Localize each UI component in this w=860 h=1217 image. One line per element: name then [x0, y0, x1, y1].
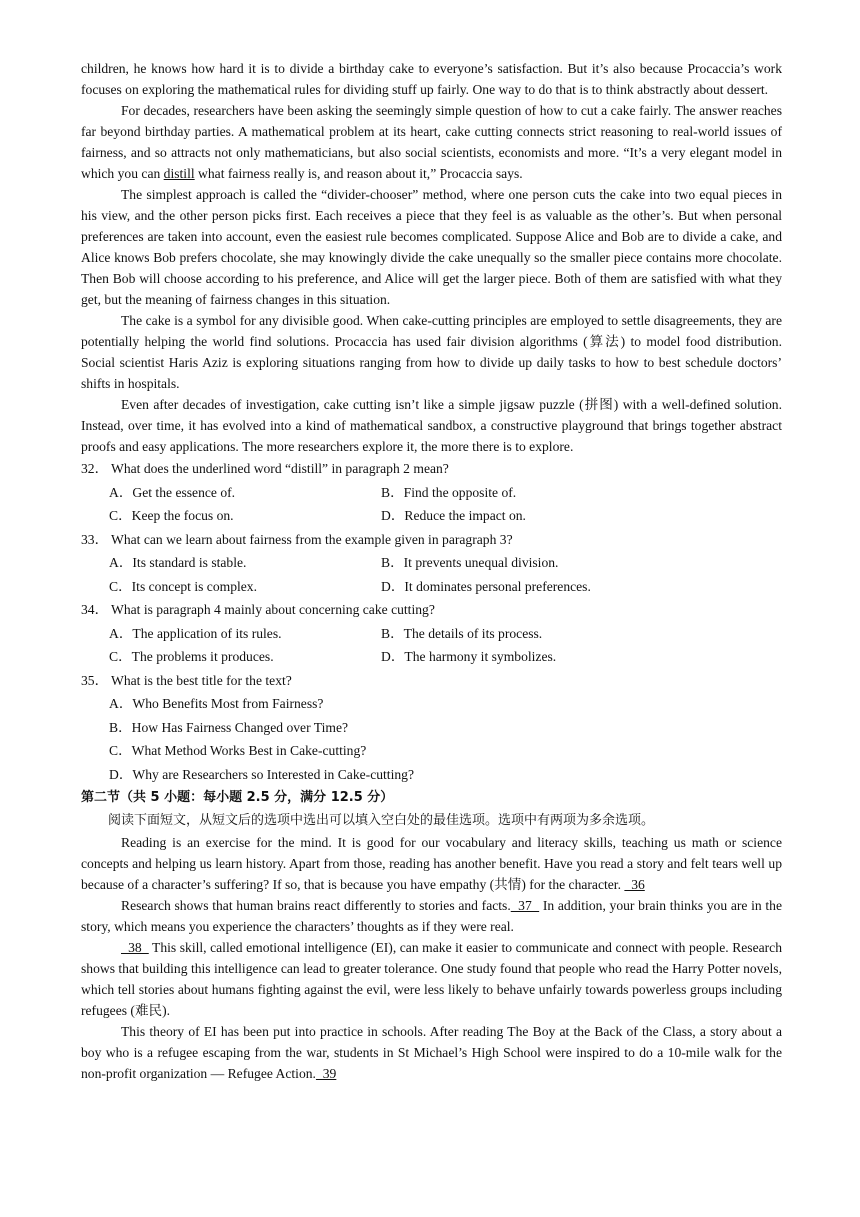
q33-option-c[interactable]: C．Its concept is complex. — [109, 578, 257, 594]
q35-option-c[interactable]: C．What Method Works Best in Cake-cutting? — [109, 743, 367, 759]
question-34: 34． What is paragraph 4 mainly about concerning cake cutting? — [81, 602, 435, 618]
passage-paragraph-2: For decades, researchers have been asking the seemingly simple question of how to cut a cake fairly. The answer reaches far beyond birthday parties. A mathematical problem at its heart, cake cutting connects strict reasoning to real-world issues of fairness, and so attracts not only mathematicians, but also social scientists, economists and more. “It’s a very elegant model in which you can distill what fairness really is, and reason about it,” Procaccia says. — [81, 103, 782, 181]
passage-paragraph-5: Even after decades of investigation, cake cutting isn’t like a simple jigsaw puzzle (拼图) with a well-defined solution. Instead, over time, it has evolved into a kind of mathematical sandbox, a constructive playground that brings together abstract proofs and easy applications. The more researchers explore it, the more there is to explore. — [81, 397, 782, 454]
blank-39[interactable]: 39 — [315, 1066, 337, 1081]
q34-option-d[interactable]: D．The harmony it symbolizes. — [381, 649, 557, 665]
section-2-instruction: 阅读下面短文，从短文后的选项中选出可以填入空白处的最佳选项。选项中有两项为多余选项。 — [108, 813, 655, 828]
q34-option-b[interactable]: B．The details of its process. — [381, 625, 543, 641]
cloze-paragraph-2: Research shows that human brains react differently to stories and facts. 37 In addition, your brain thinks you are in the story, which means you experience the characters’ thoughts as if they were real. — [81, 898, 783, 934]
blank-38[interactable]: 38 — [121, 940, 149, 955]
q34-option-a[interactable]: A．The application of its rules. — [109, 625, 282, 641]
question-32: 32． What does the underlined word “distill” in paragraph 2 mean? — [81, 461, 449, 477]
q32-option-a[interactable]: A．Get the essence of. — [109, 484, 236, 500]
q33-option-d[interactable]: D．It dominates personal preferences. — [381, 578, 591, 594]
blank-37[interactable]: 37 — [510, 898, 540, 913]
exam-page — [81, 58, 782, 1084]
question-33: 33． What can we learn about fairness from the example given in paragraph 3? — [81, 531, 513, 547]
passage-paragraph-3: The simplest approach is called the “divider-chooser” method, where one person cuts the cake into two equal pieces in his view, and the other person picks first. Each receives a piece that they feel is as valuable as the other’s. But when personal preferences are taken into account, even the easiest rule becomes complicated. Suppose Alice and Bob are to divide a cake, and Alice knows Bob prefers chocolate, she may knowingly divide the cake unequally so the smaller piece contains more chocolate. Then Bob will choose according to his preference, and Alice will get the larger piece. Both of them are satisfied with what they get, but the meaning of fairness changes in this situation. — [81, 187, 782, 307]
q35-option-a[interactable]: A．Who Benefits Most from Fairness? — [109, 696, 324, 712]
q34-option-c[interactable]: C．The problems it produces. — [109, 649, 274, 665]
underlined-word-distill: distill — [163, 166, 195, 181]
cloze-paragraph-3: 38 This skill, called emotional intelligence (EI), can make it easier to communicate and connect with people. Research shows that building this intelligence can lead to greater tolerance. One study found that people who read the Harry Potter novels, which tell stories about humans fighting against the evil, were less likely to behave unfairly towards powerless groups including refugees (难民). — [81, 940, 783, 1018]
q35-option-d[interactable]: D．Why are Researchers so Interested in Cake-cutting? — [109, 766, 414, 782]
passage-paragraph-1: children, he knows how hard it is to divide a birthday cake to everyone’s satisfaction. But it’s also because Procaccia’s work focuses on exploring the mathematical rules for dividing stuff up fairly. One way to do that is to think abstractly about dessert. — [81, 61, 782, 97]
q32-option-b[interactable]: B．Find the opposite of. — [381, 484, 517, 500]
q33-option-a[interactable]: A．Its standard is stable. — [109, 555, 247, 571]
passage-paragraph-4: The cake is a symbol for any divisible good. When cake-cutting principles are employed to settle disagreements, they are potentially helping the world find solutions. Procaccia has used fair division algorithms (算法) to model food distribution. Social scientist Haris Aziz is exploring situations ranging from how to divide up daily tasks to how to best schedule doctors’ shifts in hospitals. — [81, 313, 782, 391]
q32-option-c[interactable]: C．Keep the focus on. — [109, 508, 234, 524]
blank-36[interactable]: 36 — [624, 877, 645, 892]
cloze-paragraph-4: This theory of EI has been put into practice in schools. After reading The Boy at the Back of the Class, a story about a boy who is a refugee escaping from the war, students in St Michael’s High School were inspired to do a 10-mile walk for the non-profit organization — Refugee Action. 39 — [81, 1024, 782, 1081]
section-2-heading: 第二节（共 5 小题：每小题 2.5 分，满分 12.5 分） — [81, 790, 394, 805]
cloze-paragraph-1: Reading is an exercise for the mind. It is good for our vocabulary and literacy skills, teaching us math or science concepts and helping us learn history. Apart from those, reading has another benefit. Have you read a story and felt tears well up because of a character’s suffering? If so, that is because you have empathy (共情) for the character. 36 — [81, 835, 782, 892]
q32-option-d[interactable]: D．Reduce the impact on. — [381, 508, 526, 524]
question-35: 35． What is the best title for the text? — [81, 672, 292, 688]
q35-option-b[interactable]: B．How Has Fairness Changed over Time? — [109, 719, 349, 735]
q33-option-b[interactable]: B．It prevents unequal division. — [381, 555, 559, 571]
